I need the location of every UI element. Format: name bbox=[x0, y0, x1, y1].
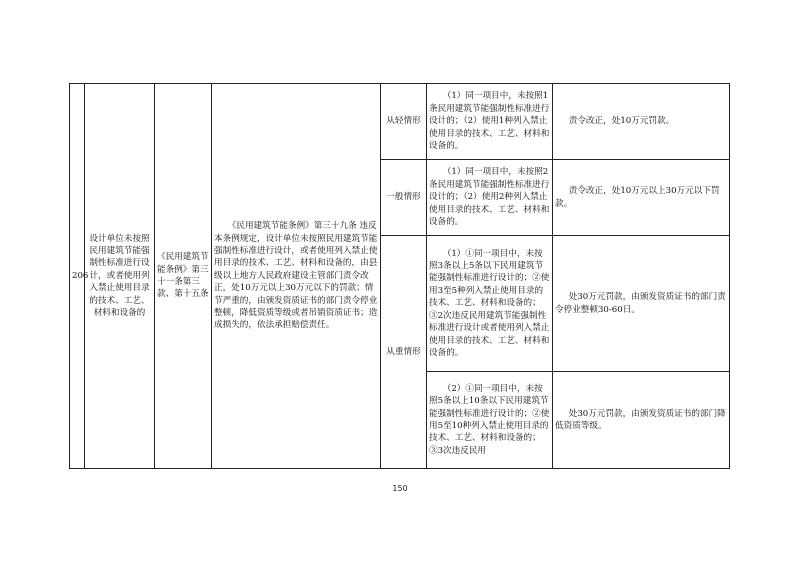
circumstance-text: （1）同一项目中，未按照2条民用建筑节能强制性标准进行设计的；（2）使用2种列入禁止使用目录的技术、工艺、材料和设备的。 bbox=[429, 167, 550, 228]
circumstance-text: （1）同一项目中，未按照1条民用建筑节能强制性标准进行设计的；（2）使用1种列入禁止使用目录的技术、工艺、材料和设备的。 bbox=[429, 91, 550, 152]
row-number-cell bbox=[70, 84, 89, 469]
penalty-standard-cell bbox=[553, 372, 730, 469]
circumstance-cell bbox=[427, 372, 553, 469]
circumstance-text: （2）①同一项目中，未按照5条以上10条以下民用建筑节能强制性标准进行设计的；②使用5至10种列入禁止使用目录的技术、工艺、材料和设备的；③3次违反民用 bbox=[429, 383, 550, 456]
circumstance-cell bbox=[427, 236, 553, 372]
violation-cell bbox=[85, 84, 155, 469]
circumstance-cell bbox=[427, 160, 553, 236]
penalty-clause-text: 《民用建筑节能条例》第三十九条 违反本条例规定，设计单位未按照民用建筑节能强制性标准进行设计，或者使用列入禁止使用目录的技术、工艺、材料和设备的，由县级以上地方人民政府建设主管部门责令改正，处10万元以上30万元以下的罚款；情节严重的，由颁发资质证书的部门责令停业整顿，降低资质等级或者吊销资质证书；造成损失的，依法承担赔偿责任。 bbox=[214, 221, 378, 331]
severity-label: 从重情形 bbox=[386, 346, 421, 357]
penalty-standard-cell bbox=[553, 84, 730, 160]
row-number: 206 bbox=[72, 270, 89, 281]
severity-cell bbox=[381, 236, 427, 469]
circumstance-cell bbox=[427, 84, 553, 160]
violation-text: 设计单位未按照民用建筑节能强制性标准进行设计，或者使用列入禁止使用目录的技术、工艺、材料和设备的 bbox=[89, 233, 150, 319]
legal-basis-cell bbox=[155, 84, 212, 469]
penalty-standard-text: 责令改正，处10万元罚款。 bbox=[568, 116, 675, 127]
penalty-standard-text: 处30万元罚款，由颁发资质证书的部门责令停业整顿30-60日。 bbox=[555, 292, 726, 315]
penalty-standard-cell bbox=[553, 160, 730, 236]
penalty-standard-text: 责令改正，处10万元以上30万元以下罚款。 bbox=[555, 186, 720, 209]
severity-label: 从轻情形 bbox=[386, 116, 421, 127]
severity-cell bbox=[381, 160, 427, 236]
table-row bbox=[70, 84, 730, 160]
penalty-clause-cell bbox=[212, 84, 381, 469]
penalty-standard-cell bbox=[553, 236, 730, 372]
legal-basis-text: 《民用建筑节能条例》第三十一条第三款、第十五条 bbox=[157, 252, 209, 300]
penalty-standards-table bbox=[69, 83, 730, 469]
circumstance-text: （1）①同一项目中，未按照3条以上5条以下民用建筑节能强制性标准进行设计的；②使用3至5种列入禁止使用目录的技术、工艺、材料和设备的；③2次违反民用建筑节能强制性标准进行设计或者使用列入禁止使用目录的技术、工艺、材料和设备的。 bbox=[429, 248, 550, 358]
page-number: 150 bbox=[392, 484, 408, 493]
severity-label: 一般情形 bbox=[386, 192, 421, 203]
penalty-standard-text: 处30万元罚款，由颁发资质证书的部门降低资质等级。 bbox=[555, 408, 726, 431]
severity-cell bbox=[381, 84, 427, 160]
